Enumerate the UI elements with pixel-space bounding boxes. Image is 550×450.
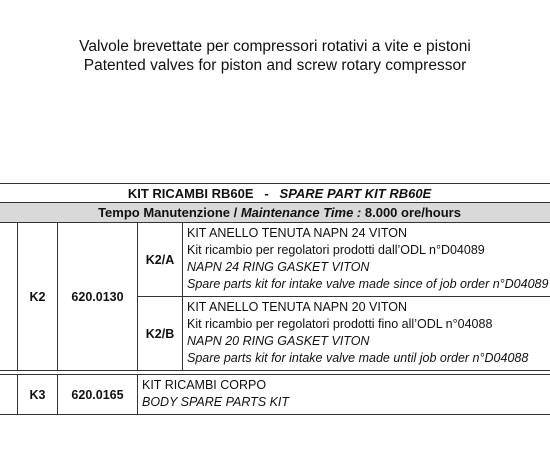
description-k3 — [138, 375, 550, 415]
part-number-k2: 620.0130 — [58, 223, 138, 371]
table-row-k3 — [0, 375, 550, 415]
kit-code-k3: K3 — [18, 375, 58, 415]
header-title-italian: Valvole brevettate per compressori rotativi a vite e pistoni — [79, 38, 471, 55]
description-line: KIT ANELLO TENUTA NAPN 20 VITON — [187, 300, 407, 314]
maintenance-time-row — [0, 203, 550, 223]
table-title-separator: - — [264, 185, 269, 201]
description-line: Kit ricambio per regolatori prodotti dall’ODL n°D04089 — [187, 243, 485, 257]
description-line: Spare parts kit for intake valve made until job order n°D04088 — [187, 351, 529, 365]
document-header — [0, 37, 550, 75]
table-title-row — [0, 184, 550, 203]
spare-parts-table — [0, 183, 550, 415]
description-line: BODY SPARE PARTS KIT — [142, 395, 290, 409]
description-line: Kit ricambio per regolatori prodotti fino all’ODL n°04088 — [187, 317, 493, 331]
maintenance-time — [0, 203, 550, 223]
description-line: Spare parts kit for intake valve made since of job order n°D04089 — [187, 277, 549, 291]
part-number-k3: 620.0165 — [58, 375, 138, 415]
kit-code-k2: K2 — [18, 223, 58, 371]
sub-code-k2b: K2/B — [138, 297, 183, 371]
description-line: NAPN 24 RING GASKET VITON — [187, 260, 370, 274]
table-row-k2a — [0, 223, 550, 297]
maintenance-label-italian: Tempo Manutenzione / — [98, 205, 238, 220]
maintenance-label-english: Maintenance Time : — [240, 205, 362, 220]
maintenance-value: 8.000 ore/hours — [364, 205, 461, 220]
description-k2a — [183, 223, 550, 297]
description-line: KIT RICAMBI CORPO — [142, 378, 267, 392]
sub-code-k2a: K2/A — [138, 223, 183, 297]
description-line: NAPN 20 RING GASKET VITON — [187, 334, 370, 348]
row-spacer-cell — [0, 375, 18, 415]
row-spacer-cell — [0, 223, 18, 371]
table-title — [0, 184, 550, 203]
description-k2b — [183, 297, 550, 371]
table-title-english: SPARE PART KIT RB60E — [279, 185, 432, 201]
table-title-italian: KIT RICAMBI RB60E — [127, 185, 254, 201]
description-line: KIT ANELLO TENUTA NAPN 24 VITON — [187, 226, 407, 240]
header-title-english: Patented valves for piston and screw rotary compressor — [83, 57, 467, 74]
